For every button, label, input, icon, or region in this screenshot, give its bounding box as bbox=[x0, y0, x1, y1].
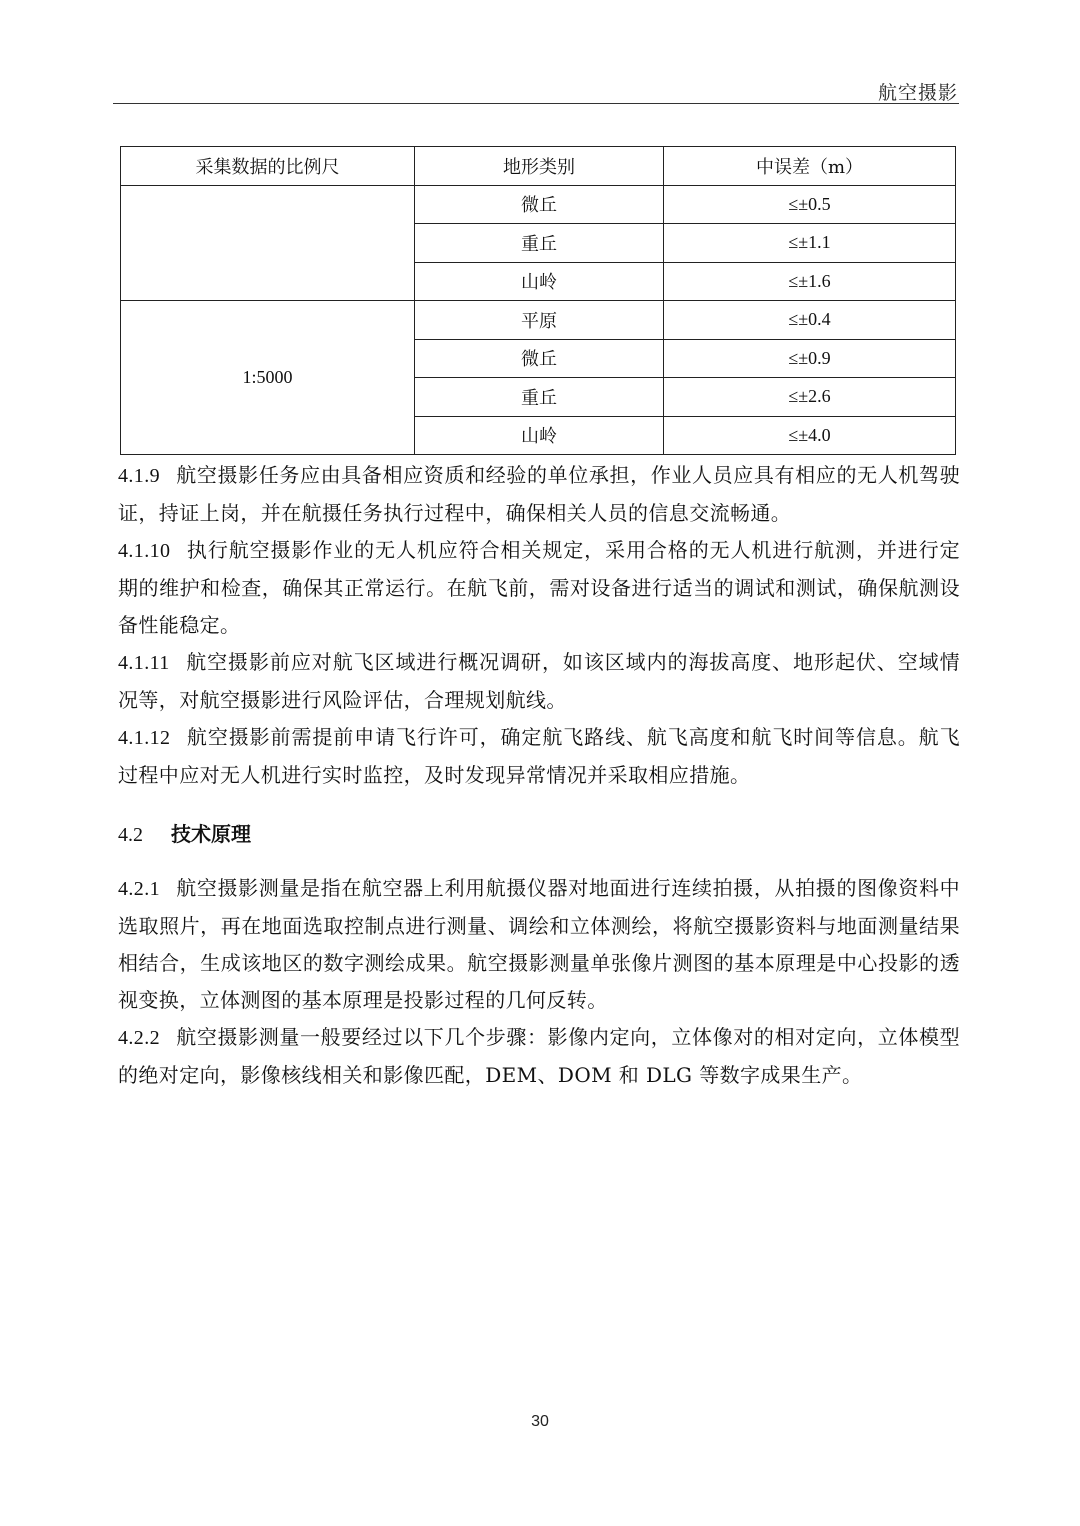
section-4-2-body bbox=[118, 870, 960, 1094]
paragraph-text: 航空摄影任务应由具备相应资质和经验的单位承担，作业人员应具有相应的无人机驾驶证，持证上岗，并在航摄任务执行过程中，确保相关人员的信息交流畅通。 bbox=[118, 463, 960, 525]
section-title: 技术原理 bbox=[171, 822, 251, 846]
paragraph-text: 执行航空摄影作业的无人机应符合相关规定，采用合格的无人机进行航测，并进行定期的维护和检查，确保其正常运行。在航飞前，需对设备进行适当的调试和测试，确保航测设备性能稳定。 bbox=[118, 538, 960, 637]
error-cell: ≤±4.0 bbox=[664, 416, 956, 455]
terrain-cell: 重丘 bbox=[415, 224, 664, 263]
paragraph-number: 4.2.1 bbox=[118, 878, 160, 900]
terrain-cell: 重丘 bbox=[415, 378, 664, 417]
error-cell: ≤±2.6 bbox=[664, 378, 956, 417]
section-number: 4.2 bbox=[118, 824, 143, 846]
terrain-cell: 微丘 bbox=[415, 185, 664, 224]
section-4-1-body bbox=[118, 457, 960, 794]
paragraph-text: 航空摄影测量一般要经过以下几个步骤：影像内定向，立体像对的相对定向，立体模型的绝对定向，影像核线相关和影像匹配，DEM、DOM 和 DLG 等数字成果生产。 bbox=[118, 1025, 960, 1087]
paragraph-4-2-2 bbox=[118, 1019, 960, 1094]
error-cell: ≤±0.4 bbox=[664, 301, 956, 340]
terrain-cell: 微丘 bbox=[415, 339, 664, 378]
header-rule bbox=[113, 103, 959, 104]
paragraph-number: 4.1.9 bbox=[118, 465, 160, 487]
page-number: 30 bbox=[531, 1413, 549, 1430]
terrain-cell: 山岭 bbox=[415, 262, 664, 301]
scale-cell: 1:5000 bbox=[121, 301, 415, 455]
header-terrain: 地形类别 bbox=[415, 147, 664, 186]
header-error: 中误差（m） bbox=[664, 147, 956, 186]
header-scale: 采集数据的比例尺 bbox=[121, 147, 415, 186]
paragraph-4-1-9 bbox=[118, 457, 960, 532]
error-cell: ≤±1.6 bbox=[664, 262, 956, 301]
table-row bbox=[121, 301, 956, 340]
error-cell: ≤±1.1 bbox=[664, 224, 956, 263]
table-row bbox=[121, 185, 956, 224]
paragraph-number: 4.2.2 bbox=[118, 1027, 160, 1049]
paragraph-number: 4.1.10 bbox=[118, 540, 171, 562]
paragraph-text: 航空摄影前应对航飞区域进行概况调研，如该区域内的海拔高度、地形起伏、空域情况等，对航空摄影进行风险评估，合理规划航线。 bbox=[118, 650, 960, 712]
terrain-cell: 山岭 bbox=[415, 416, 664, 455]
table-header-row bbox=[121, 147, 956, 186]
accuracy-table bbox=[120, 146, 956, 455]
terrain-cell: 平原 bbox=[415, 301, 664, 340]
paragraph-number: 4.1.12 bbox=[118, 727, 171, 749]
scale-cell bbox=[121, 185, 415, 301]
paragraph-4-1-10 bbox=[118, 532, 960, 644]
header-title: 航空摄影 bbox=[877, 82, 958, 104]
paragraph-text: 航空摄影前需提前申请飞行许可，确定航飞路线、航飞高度和航飞时间等信息。航飞过程中应对无人机进行实时监控，及时发现异常情况并采取相应措施。 bbox=[118, 725, 960, 787]
paragraph-4-1-12 bbox=[118, 719, 960, 794]
section-heading-4-2 bbox=[118, 816, 251, 854]
paragraph-number: 4.1.11 bbox=[118, 652, 170, 674]
error-cell: ≤±0.9 bbox=[664, 339, 956, 378]
error-cell: ≤±0.5 bbox=[664, 185, 956, 224]
paragraph-4-2-1 bbox=[118, 870, 960, 1019]
paragraph-4-1-11 bbox=[118, 644, 960, 719]
paragraph-text: 航空摄影测量是指在航空器上利用航摄仪器对地面进行连续拍摄，从拍摄的图像资料中选取照片，再在地面选取控制点进行测量、调绘和立体测绘，将航空摄影资料与地面测量结果相结合，生成该地区的数字测绘成果。航空摄影测量单张像片测图的基本原理是中心投影的透视变换，立体测图的基本原理是投影过程的几何反转。 bbox=[118, 876, 960, 1012]
